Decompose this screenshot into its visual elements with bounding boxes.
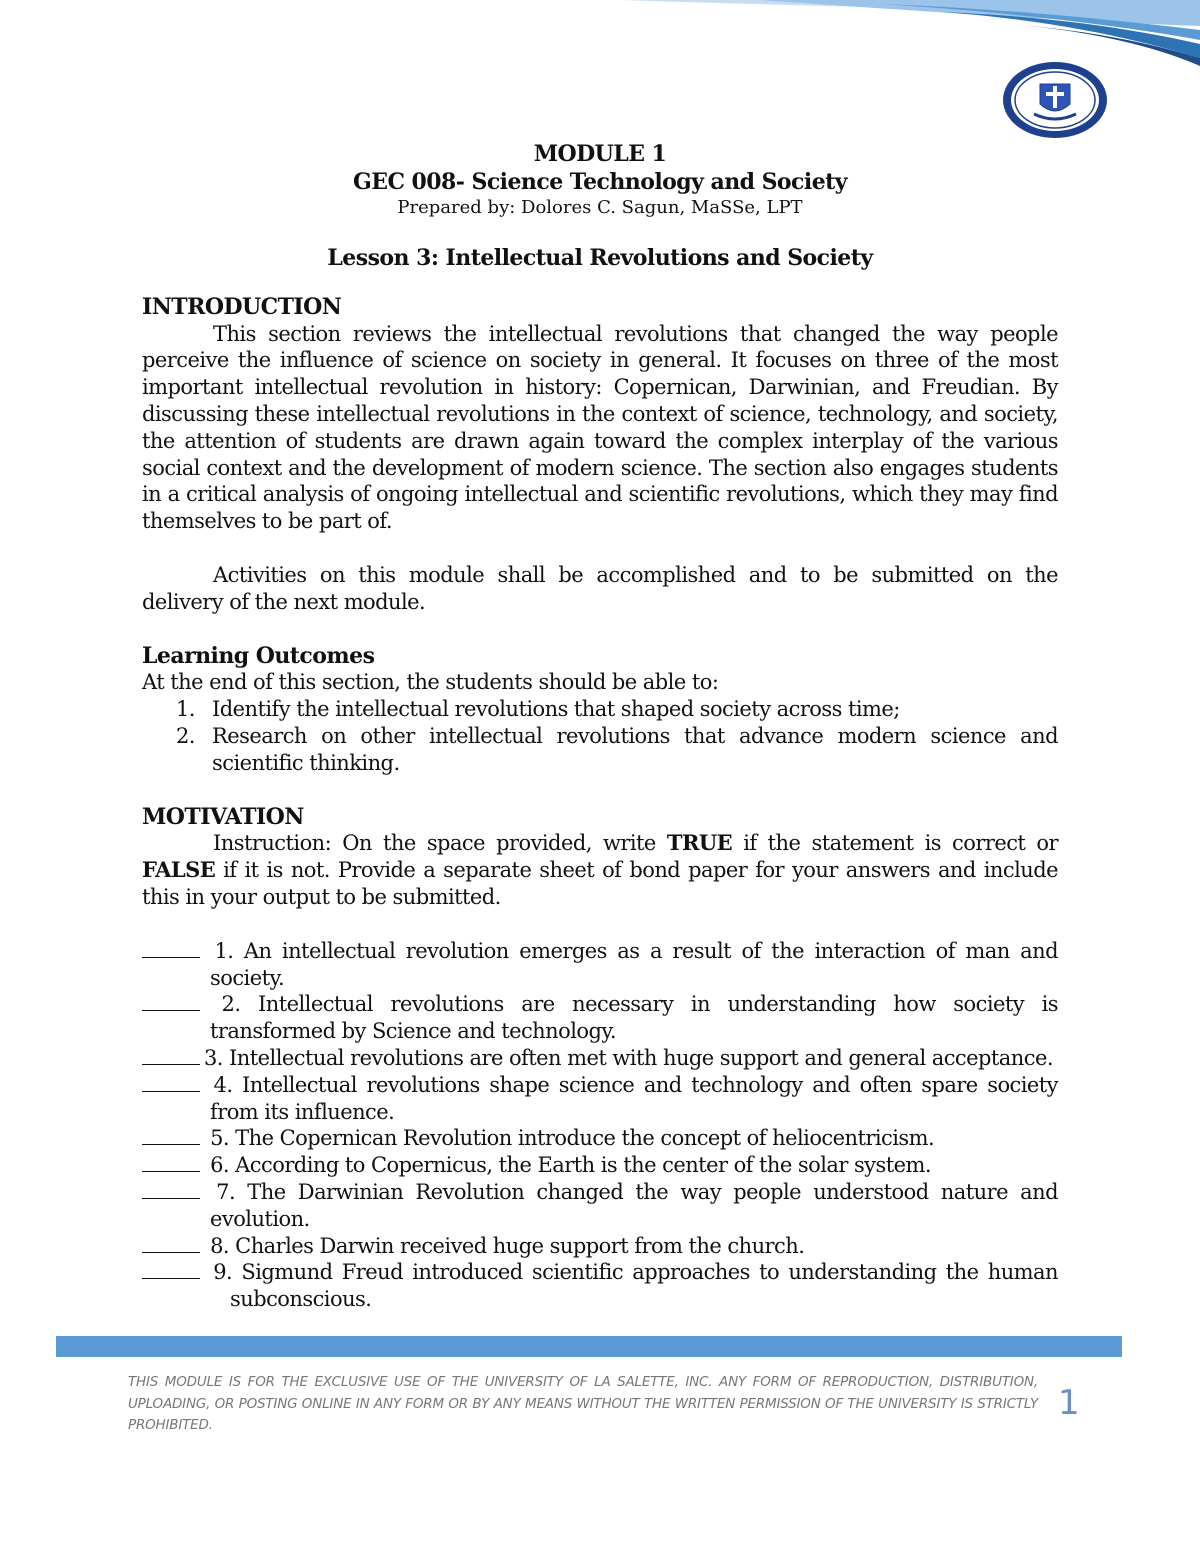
module-page — [142, 140, 1058, 1313]
learning-outcomes-lead: At the end of this section, the students should be able to: — [142, 670, 719, 695]
footer-bar — [56, 1336, 1122, 1357]
page-number: 1 — [1058, 1383, 1080, 1423]
module-title: MODULE 1 — [533, 141, 667, 167]
instruction-text: if it is not. Provide a separate sheet of bond paper for your answers and include this in your output to be submitted. — [142, 858, 1058, 909]
course-title: GEC 008- Science Technology and Society — [353, 169, 847, 195]
quiz-item — [142, 1152, 1058, 1179]
answer-blank[interactable] — [142, 1125, 200, 1145]
quiz-item-text: 5. The Copernican Revolution introduce the concept of heliocentricism. — [204, 1126, 935, 1151]
answer-blank[interactable] — [142, 1179, 200, 1199]
answer-blank[interactable] — [142, 1045, 200, 1065]
answer-blank[interactable] — [142, 1259, 200, 1279]
quiz-item-text: 6. According to Copernicus, the Earth is the center of the solar system. — [204, 1153, 931, 1178]
list-item-number: 1. — [176, 697, 195, 722]
quiz-item-text: 9. Sigmund Freud introduced scientific approaches to understanding the human subconscious. — [204, 1260, 1058, 1312]
quiz-item — [142, 991, 1058, 1045]
quiz-item-text: 8. Charles Darwin received huge support from the church. — [204, 1233, 805, 1258]
list-item-text: Identify the intellectual revolutions that shaped society across time; — [212, 697, 900, 722]
introduction-heading: INTRODUCTION — [142, 293, 342, 320]
quiz-item — [142, 1072, 1058, 1126]
quiz-item — [142, 938, 1058, 992]
activities-paragraph: Activities on this module shall be accomplished and to be submitted on the delivery of the next module. — [142, 562, 1058, 614]
answer-blank[interactable] — [142, 991, 200, 1011]
quiz-item-text: 7. The Darwinian Revolution changed the way people understood nature and evolution. — [204, 1179, 1058, 1231]
instruction-text: Instruction: On the space provided, write — [213, 831, 667, 856]
true-false-list — [142, 938, 1058, 1313]
quiz-item — [142, 1179, 1058, 1233]
instruction-text: if the statement is correct or — [732, 831, 1058, 856]
answer-blank[interactable] — [142, 1072, 200, 1092]
university-seal-logo — [1000, 60, 1110, 140]
introduction-paragraph: This section reviews the intellectual revolutions that changed the way people perceive the influence of science on society in general. It focuses on three of the most important intellectual revolution in history: Copernican, Darwinian, and Freudian. By discussing these intellectual revolutions in the context of science, technology, and society, the attention of students are drawn again toward the complex interplay of the various social context and the development of modern science. The section also engages students in a critical analysis of ongoing intellectual and scientific revolutions, which they may find themselves to be part of. — [142, 321, 1058, 534]
quiz-item-text: 2. Intellectual revolutions are necessary in understanding how society is transformed by Science and technology. — [204, 992, 1058, 1044]
learning-outcomes-heading: Learning Outcomes — [142, 642, 375, 669]
list-item — [142, 696, 1058, 723]
list-item-number: 2. — [176, 723, 195, 748]
list-item — [142, 723, 1058, 777]
answer-blank[interactable] — [142, 1233, 200, 1253]
prepared-by: Prepared by: Dolores C. Sagun, MaSSe, LPT — [397, 197, 803, 218]
motivation-instruction — [142, 830, 1058, 910]
answer-blank[interactable] — [142, 938, 200, 958]
answer-blank[interactable] — [142, 1152, 200, 1172]
list-item-text: Research on other intellectual revolutions that advance modern science and scientific thinking. — [212, 723, 1058, 775]
lesson-title: Lesson 3: Intellectual Revolutions and Society — [327, 245, 873, 271]
quiz-item-text: 1. An intellectual revolution emerges as a result of the interaction of man and society. — [204, 938, 1058, 990]
footer-notice: THIS MODULE IS FOR THE EXCLUSIVE USE OF THE UNIVERSITY OF LA SALETTE, INC. ANY FORM OF REPRODUCTION, DISTRIBUTION, UPLOADING, OR POSTING ONLINE IN ANY FORM OR BY ANY MEANS WITHOUT THE WRITTEN PERMISSION OF THE UNIVERSITY IS STRICTLY PROHIBITED. — [128, 1374, 1038, 1433]
quiz-item — [142, 1125, 1058, 1152]
quiz-item-text: 3. Intellectual revolutions are often met with huge support and general acceptance. — [204, 1045, 1053, 1070]
quiz-item-text: 4. Intellectual revolutions shape science and technology and often spare society from its influence. — [204, 1072, 1058, 1124]
motivation-heading: MOTIVATION — [142, 803, 304, 830]
true-keyword: TRUE — [666, 830, 733, 856]
learning-outcomes-list — [142, 696, 1058, 776]
quiz-item — [142, 1045, 1058, 1072]
quiz-item — [142, 1233, 1058, 1260]
false-keyword: FALSE — [142, 857, 216, 883]
quiz-item — [142, 1259, 1058, 1313]
